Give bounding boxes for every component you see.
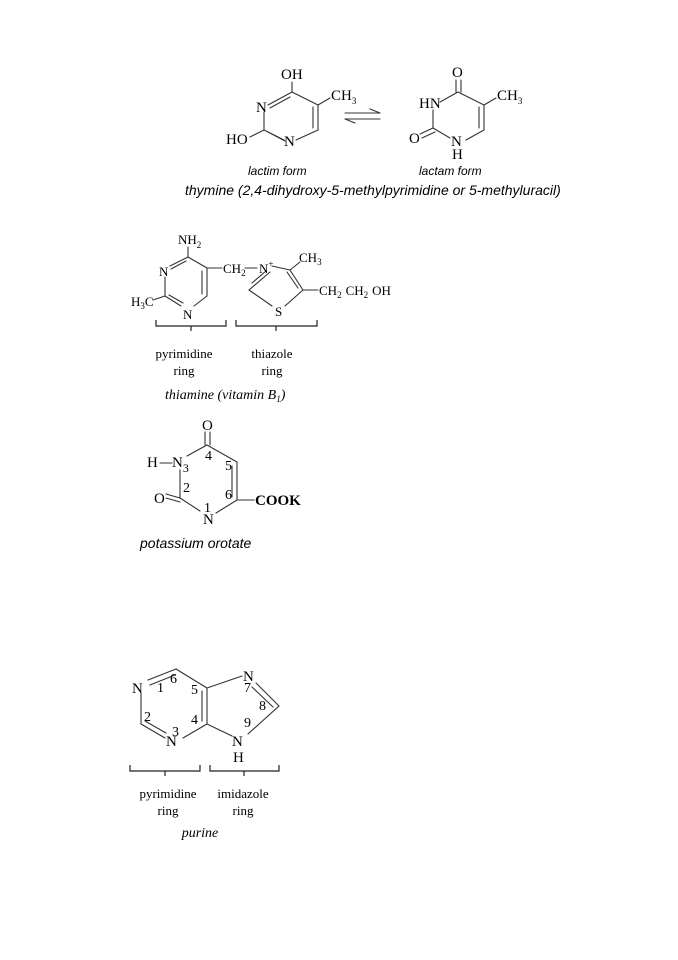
n3-num: 3 <box>182 461 189 475</box>
purine-structure <box>132 669 279 766</box>
oh-label: OH <box>281 67 303 83</box>
caption-sub: 1 <box>276 394 281 404</box>
bond <box>440 92 458 102</box>
amine-label <box>178 232 201 250</box>
position-1: 1 <box>204 501 211 516</box>
bond <box>169 295 183 303</box>
nitrogen-label: N <box>183 307 193 322</box>
nitrogen-1-label: N <box>132 681 143 697</box>
thiamine-caption <box>165 388 286 404</box>
methyl-ch: CH <box>299 250 318 265</box>
hn-label: HN <box>419 96 441 112</box>
methyl-label <box>497 88 523 106</box>
lactam-form-label: lactam form <box>419 164 482 178</box>
position-2: 2 <box>144 710 151 725</box>
nitrogen-label: N <box>159 264 169 279</box>
position-8: 8 <box>259 699 266 714</box>
thymine-lactim-structure <box>226 67 357 150</box>
bond <box>180 498 200 511</box>
ring-label: ring <box>232 803 254 818</box>
ch-b: CH <box>345 283 364 298</box>
oxygen-label: O <box>154 491 165 507</box>
position-5: 5 <box>225 459 232 474</box>
thiazole-bracket <box>236 320 317 331</box>
bond <box>207 724 232 736</box>
bond <box>422 132 435 138</box>
position-4: 4 <box>191 713 198 728</box>
bond <box>458 92 484 105</box>
ch-b-sub: 2 <box>363 290 369 300</box>
thiazole-label: thiazole <box>251 346 293 361</box>
hydrogen-label: H <box>452 147 463 163</box>
nh-text: NH <box>178 232 197 247</box>
position-7: 7 <box>244 681 251 696</box>
position-9: 9 <box>244 716 251 731</box>
imidazole-bracket <box>210 765 279 776</box>
position-6: 6 <box>225 488 232 503</box>
ch-a: CH <box>319 283 338 298</box>
bond <box>153 296 165 300</box>
plus-sign: + <box>268 259 274 269</box>
methyl-sub: 3 <box>317 257 322 267</box>
bond <box>166 494 180 498</box>
nitrogen-plus-label <box>259 259 273 276</box>
caption-main: thiamine (vitamin B <box>165 388 277 403</box>
nitrogen-1-label: N <box>203 512 214 528</box>
equilibrium-arrow-icon <box>345 109 380 123</box>
pyrimidine-bracket <box>130 765 200 776</box>
pyrimidine-label: pyrimidine <box>155 346 213 361</box>
bond <box>292 92 318 105</box>
position-2: 2 <box>183 481 190 496</box>
oxygen-label: O <box>452 65 463 81</box>
nh-sub: 2 <box>196 240 202 250</box>
hydrogen-label: H <box>147 455 158 471</box>
thymine-caption: thymine (2,4-dihydroxy-5-methylpyrimidine or 5-methyluracil) <box>185 182 561 198</box>
position-4: 4 <box>205 449 212 464</box>
purine-caption: purine <box>181 826 219 841</box>
bond <box>268 132 285 141</box>
bond <box>296 130 318 140</box>
methyl-h: H <box>131 294 141 309</box>
ring-label: ring <box>173 363 195 378</box>
nitrogen-7-label: N <box>243 669 254 685</box>
methyl-ch: CH <box>331 88 352 104</box>
bond <box>249 290 272 306</box>
orotate-structure <box>147 418 301 528</box>
bond <box>166 498 180 502</box>
bond <box>272 266 290 270</box>
methyl-label <box>299 250 322 267</box>
bond <box>433 128 450 138</box>
n-text: N <box>259 261 269 276</box>
methyl-sub: 3 <box>351 96 357 106</box>
side-chain-label <box>319 283 391 300</box>
bond <box>420 128 433 134</box>
bond <box>188 257 207 268</box>
bond <box>318 98 330 105</box>
methyl-sub: 3 <box>140 301 145 311</box>
ch-text: CH <box>223 261 242 276</box>
bond <box>285 290 303 306</box>
nitrogen-9-label: N <box>232 734 243 750</box>
hydrogen-label: H <box>233 750 244 766</box>
thiamine-structure <box>131 232 391 322</box>
nitrogen-label: N <box>284 134 295 150</box>
methyl-sub: 3 <box>517 96 523 106</box>
ch-a-sub: 2 <box>337 290 342 300</box>
methyl-label <box>331 88 357 106</box>
sulfur-label: S <box>275 304 283 319</box>
ring-label: ring <box>157 803 179 818</box>
n-text: N <box>172 455 183 471</box>
bond <box>484 98 496 105</box>
oxygen-label: O <box>409 131 420 147</box>
bond <box>187 445 207 456</box>
ho-label: HO <box>226 132 248 148</box>
position-6: 6 <box>170 672 177 687</box>
oxygen-label: O <box>202 418 213 434</box>
bond <box>194 296 207 306</box>
nitrogen-label: N <box>256 100 267 116</box>
methyl-ch: CH <box>497 88 518 104</box>
nitrogen-3-label: N <box>166 734 177 750</box>
bond <box>207 676 242 688</box>
orotate-caption: potassium orotate <box>140 535 252 551</box>
methyl-label <box>131 294 154 311</box>
methylene-label <box>223 261 246 278</box>
imidazole-label: imidazole <box>217 786 269 801</box>
cook-label: COOK <box>255 493 301 509</box>
methyl-c: C <box>144 294 154 309</box>
thymine-lactam-structure <box>409 65 523 163</box>
oh-text: OH <box>372 283 391 298</box>
ch-sub: 2 <box>241 268 246 278</box>
pyrimidine-label: pyrimidine <box>139 786 197 801</box>
caption-end: ) <box>280 388 286 403</box>
ring-label: ring <box>261 363 283 378</box>
nitrogen-label: N <box>451 134 462 150</box>
lactim-form-label: lactim form <box>248 164 307 178</box>
position-1: 1 <box>157 681 164 696</box>
position-5: 5 <box>191 683 198 698</box>
bond <box>250 130 264 137</box>
position-3: 3 <box>172 725 179 740</box>
bond <box>466 130 484 140</box>
